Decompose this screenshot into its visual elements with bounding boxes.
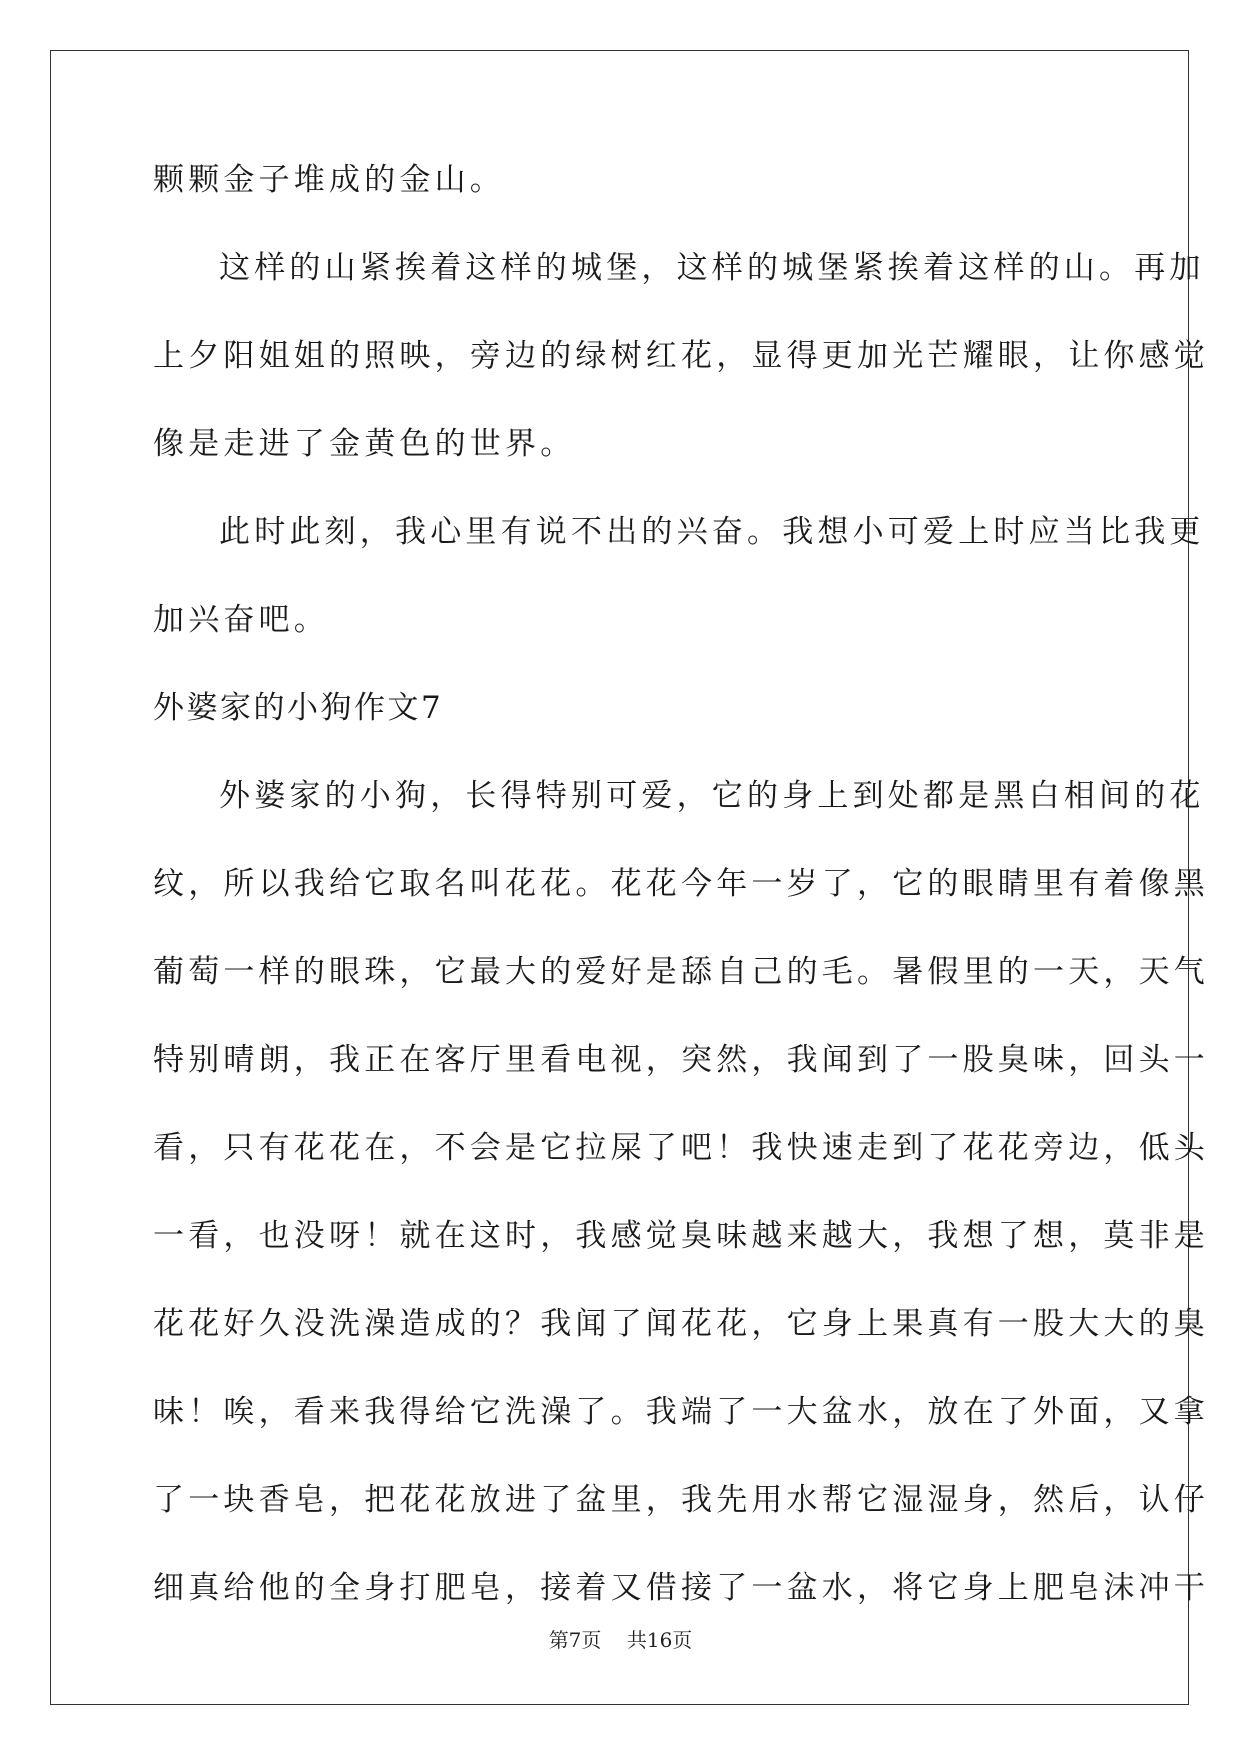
current-page-label: 第7页 bbox=[548, 1628, 602, 1652]
text-line: 了一块香皂，把花花放进了盆里，我先用水帮它湿湿身，然后，认仔 bbox=[153, 1482, 1209, 1518]
text-line: 加兴奋吧。 bbox=[153, 602, 329, 638]
text-line: 纹，所以我给它取名叫花花。花花今年一岁了，它的眼睛里有着像黑 bbox=[153, 866, 1209, 902]
text-line: 味！唉，看来我得给它洗澡了。我端了一大盆水，放在了外面，又拿 bbox=[153, 1394, 1209, 1430]
text-line: 看，只有花花在，不会是它拉屎了吧！我快速走到了花花旁边，低头 bbox=[153, 1130, 1209, 1166]
document-body bbox=[153, 160, 1209, 1656]
text-line: 像是走进了金黄色的世界。 bbox=[153, 426, 576, 462]
text-line: 颗颗金子堆成的金山。 bbox=[153, 162, 505, 198]
section-heading: 外婆家的小狗作文7 bbox=[153, 690, 444, 726]
text-line: 外婆家的小狗，长得特别可爱，它的身上到处都是黑白相间的花 bbox=[219, 778, 1205, 814]
text-line: 一看，也没呀！就在这时，我感觉臭味越来越大，我想了想，莫非是 bbox=[153, 1218, 1209, 1254]
text-line: 特别晴朗，我正在客厅里看电视，突然，我闻到了一股臭味，回头一 bbox=[153, 1042, 1209, 1078]
text-line: 这样的山紧挨着这样的城堡，这样的城堡紧挨着这样的山。再加 bbox=[219, 250, 1205, 286]
text-line: 细真给他的全身打肥皂，接着又借接了一盆水，将它身上肥皂沫冲干 bbox=[153, 1570, 1209, 1606]
total-pages-label: 共16页 bbox=[626, 1628, 693, 1652]
text-line: 葡萄一样的眼珠，它最大的爱好是舔自己的毛。暑假里的一天，天气 bbox=[153, 954, 1209, 990]
text-line: 此时此刻，我心里有说不出的兴奋。我想小可爱上时应当比我更 bbox=[219, 514, 1205, 550]
text-line: 上夕阳姐姐的照映，旁边的绿树红花，显得更加光芒耀眼，让你感觉 bbox=[153, 338, 1209, 374]
page-footer bbox=[0, 1628, 1241, 1652]
text-line: 花花好久没洗澡造成的？我闻了闻花花，它身上果真有一股大大的臭 bbox=[153, 1306, 1209, 1342]
